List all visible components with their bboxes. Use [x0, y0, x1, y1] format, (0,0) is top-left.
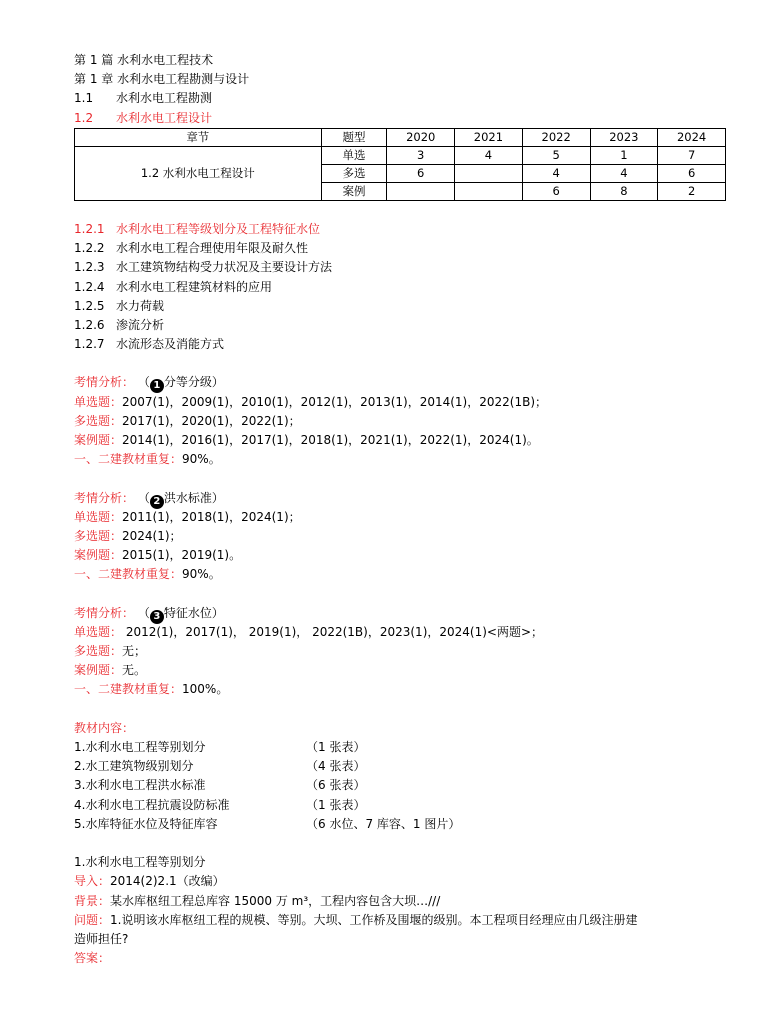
repeat-label: 一、二建教材重复： — [74, 452, 183, 467]
multi-label: 多选题： — [74, 413, 123, 428]
table-cell: 多选 — [321, 164, 387, 182]
subsection-title: 水工建筑物结构受力状况及主要设计方法 — [116, 260, 333, 275]
single-value: 2011(1)，2018(1)，2024(1)； — [122, 509, 301, 524]
analysis-case — [74, 546, 724, 565]
material-count: （4 张表） — [306, 759, 366, 774]
numbered-circle-icon: 3 — [150, 610, 164, 624]
analysis-heading: 考情分析： （ 2 洪水标准） — [74, 490, 224, 507]
list-item — [74, 220, 724, 239]
material-count: （1 张表） — [306, 797, 366, 812]
table-chapter-cell: 1.2 水利水电工程设计 — [75, 146, 322, 200]
analysis-heading: 考情分析： （ 1 分等分级） — [74, 375, 224, 392]
subsection-title: 水利水电工程合理使用年限及耐久性 — [116, 241, 309, 256]
list-item — [74, 297, 724, 316]
analysis-topic: 分等分级） — [163, 375, 224, 390]
subsection-number: 1.2.7 — [74, 337, 105, 352]
case-value: 2015(1)，2019(1)。 — [122, 548, 242, 563]
table-cell: 4 — [522, 164, 590, 182]
case-value: 无。 — [122, 663, 147, 678]
material-count: （6 张表） — [306, 778, 366, 793]
material-count: （1 张表） — [306, 740, 366, 754]
repeat-value: 90%。 — [182, 452, 221, 467]
subsection-title: 渗流分析 — [116, 317, 165, 332]
section-number: 1.2 — [74, 110, 94, 125]
section-title: 水利水电工程勘测 — [116, 91, 213, 106]
table-header-cell: 2020 — [387, 128, 455, 146]
case-value: 2014(1)，2016(1)，2017(1)，2018(1)，2021(1)，2022(1)，2024(1)。 — [122, 433, 539, 447]
table-cell: 2 — [658, 182, 726, 200]
material-count: （6 水位、7 库容、1 图片） — [306, 816, 461, 831]
table-header-cell: 章节 — [75, 128, 322, 146]
case-label: 案例题： — [74, 433, 123, 447]
subsection-number: 1.2.3 — [74, 260, 105, 275]
analysis-heading: 考情分析： （ 3 特征水位） — [74, 605, 224, 622]
table-cell: 6 — [522, 182, 590, 200]
subsection-title: 水利水电工程建筑材料的应用 — [116, 279, 273, 294]
background-value: 某水库枢纽工程总库容 15000 万 m³，工程内容包含大坝…/// — [110, 893, 441, 908]
background-label: 背景： — [74, 893, 111, 908]
subsection-title: 水利水电工程等级划分及工程特征水位 — [116, 221, 321, 236]
example-title: 1.水利水电工程等别划分 — [74, 855, 206, 870]
exam-stats-table — [74, 128, 726, 201]
multi-value: 2024(1)； — [122, 528, 182, 543]
question-text: 1.说明该水库枢纽工程的规模、等别。大坝、工作桥及围堰的级别。本工程项目经理应由几级注册建 — [110, 912, 638, 927]
analysis-single — [74, 393, 724, 412]
analysis-single — [74, 623, 724, 642]
part-heading: 第 1 篇 水利水电工程技术 — [74, 53, 214, 67]
repeat-value: 90%。 — [182, 567, 221, 582]
single-label: 单选题： — [74, 509, 123, 524]
analysis-multi — [74, 642, 724, 661]
multi-label: 多选题： — [74, 528, 123, 543]
analysis-label: 考情分析： — [74, 605, 135, 620]
subsection-number: 1.2.6 — [74, 317, 105, 332]
analysis-repeat — [74, 565, 724, 584]
single-label: 单选题： — [74, 394, 123, 409]
list-item — [74, 258, 724, 277]
single-value: 2007(1)，2009(1)，2010(1)，2012(1)，2013(1)，2014(1)，2022(1B)； — [122, 394, 548, 409]
table-cell: 6 — [387, 164, 455, 182]
subsection-number: 1.2.2 — [74, 241, 105, 256]
case-label: 案例题： — [74, 548, 123, 563]
list-item — [74, 757, 724, 776]
material-name: 1.水利水电工程等别划分 — [74, 740, 206, 754]
example-question-cont: 造师担任? — [74, 931, 129, 946]
question-label: 问题： — [74, 912, 111, 927]
table-header-cell: 2022 — [522, 128, 590, 146]
analysis-case — [74, 661, 724, 680]
repeat-value: 100%。 — [182, 682, 229, 697]
analysis-multi — [74, 527, 724, 546]
example-intro — [74, 872, 724, 891]
analysis-topic: 洪水标准） — [163, 490, 224, 505]
subsection-title: 水力荷载 — [116, 298, 165, 313]
analysis-block — [74, 373, 724, 469]
table-cell: 4 — [455, 146, 523, 164]
list-item — [74, 335, 724, 354]
material-name: 3.水利水电工程洪水标准 — [74, 778, 206, 793]
table-cell: 5 — [522, 146, 590, 164]
list-item — [74, 796, 724, 815]
subsection-number: 1.2.5 — [74, 298, 105, 313]
intro-label: 导入： — [74, 874, 111, 889]
document-page — [74, 51, 724, 968]
materials-section — [74, 719, 724, 834]
analysis-repeat — [74, 450, 724, 469]
section-1-1-heading — [74, 89, 724, 108]
table-cell — [455, 164, 523, 182]
table-cell: 8 — [590, 182, 658, 200]
table-header-row — [75, 128, 726, 146]
material-name: 5.水库特征水位及特征库容 — [74, 816, 218, 831]
single-label: 单选题： — [74, 624, 123, 639]
analysis-repeat — [74, 680, 724, 699]
table-cell: 7 — [658, 146, 726, 164]
list-item — [74, 738, 724, 757]
subsection-number: 1.2.4 — [74, 279, 105, 294]
list-item — [74, 776, 724, 795]
table-header-cell: 2021 — [455, 128, 523, 146]
section-title: 水利水电工程设计 — [116, 110, 213, 125]
example-question — [74, 911, 724, 930]
list-item — [74, 316, 724, 335]
table-header-cell: 2023 — [590, 128, 658, 146]
example-section — [74, 853, 724, 968]
table-cell: 4 — [590, 164, 658, 182]
analysis-label: 考情分析： — [74, 490, 135, 505]
section-1-2-heading — [74, 109, 724, 128]
single-value: 2012(1)，2017(1)， 2019(1)， 2022(1B)，2023(1)，2024(1)<两题>； — [122, 624, 544, 639]
list-item — [74, 815, 724, 834]
multi-label: 多选题： — [74, 644, 123, 659]
table-cell: 单选 — [321, 146, 387, 164]
subsection-title: 水流形态及消能方式 — [116, 337, 225, 352]
subsection-number: 1.2.1 — [74, 221, 105, 236]
table-header-cell: 题型 — [321, 128, 387, 146]
table-cell: 案例 — [321, 182, 387, 200]
table-cell — [387, 182, 455, 200]
table-header-cell: 2024 — [658, 128, 726, 146]
numbered-circle-icon: 1 — [150, 379, 164, 393]
repeat-label: 一、二建教材重复： — [74, 682, 183, 697]
list-item — [74, 239, 724, 258]
materials-heading: 教材内容： — [74, 720, 135, 735]
table-cell: 6 — [658, 164, 726, 182]
analysis-block — [74, 489, 724, 585]
list-item — [74, 278, 724, 297]
intro-value: 2014(2)2.1（改编） — [110, 874, 225, 889]
table-row — [75, 146, 726, 164]
analysis-case — [74, 431, 724, 450]
case-label: 案例题： — [74, 663, 123, 678]
analysis-topic: 特征水位） — [163, 605, 224, 620]
multi-value: 无； — [122, 644, 147, 659]
table-cell — [455, 182, 523, 200]
analysis-block — [74, 604, 724, 700]
section-number: 1.1 — [74, 91, 94, 106]
example-answer-label: 答案： — [74, 951, 111, 966]
subsection-list — [74, 220, 724, 354]
repeat-label: 一、二建教材重复： — [74, 567, 183, 582]
analysis-label: 考情分析： — [74, 375, 135, 390]
example-background — [74, 892, 724, 911]
multi-value: 2017(1)，2020(1)，2022(1)； — [122, 413, 301, 428]
analysis-single — [74, 508, 724, 527]
numbered-circle-icon: 2 — [150, 495, 164, 509]
table-cell: 1 — [590, 146, 658, 164]
analysis-multi — [74, 412, 724, 431]
chapter-heading: 第 1 章 水利水电工程勘测与设计 — [74, 72, 250, 87]
material-name: 2.水工建筑物级别划分 — [74, 759, 194, 774]
material-name: 4.水利水电工程抗震设防标准 — [74, 797, 230, 812]
table-cell: 3 — [387, 146, 455, 164]
